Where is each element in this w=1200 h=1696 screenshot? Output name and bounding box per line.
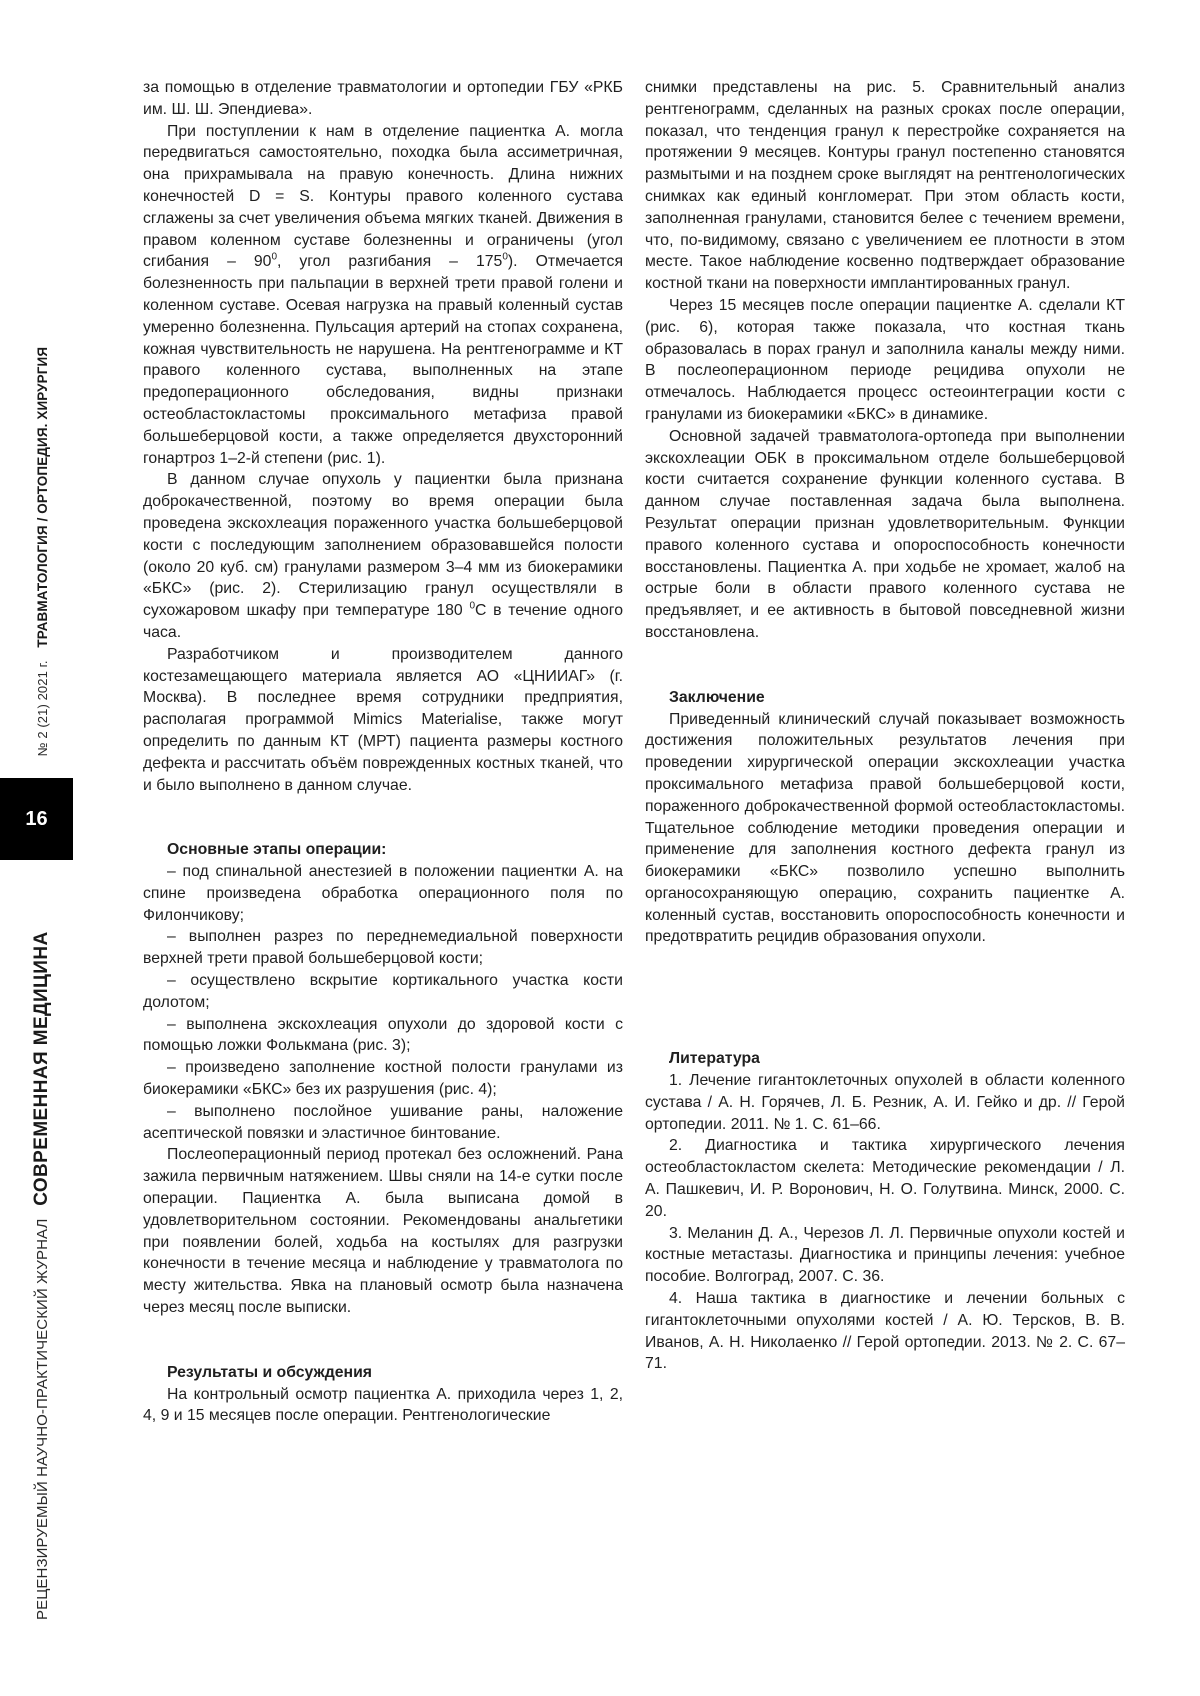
paragraph: На контрольный осмотр пациентка А. приходила через 1, 2, 4, 9 и 15 месяцев после операции. Рентгенологические bbox=[143, 1385, 623, 1425]
paragraph: снимки представлены на рис. 5. Сравнительный анализ рентгенограмм, сделанных на разных сроках после операции, показал, что тенденция гранул к перестройке сохраняется на протяжении 9 месяцев. Контуры гранул постепенно становятся размытыми и на позднем сроке выглядят на рентгенологических снимках как единый конгломерат. При этом область кости, заполненная гранулами, становится белее с течением времени, что, по-видимому, связано с увеличением ее плотности в этом месте. Такое наблюдение косвенно подтверждает образование костной ткани на поверхности имплантированных гранул. bbox=[645, 79, 1125, 293]
paragraph: Через 15 месяцев после операции пациентке А. сделали КТ (рис. 6), которая также показала, что костная ткань образовалась в порах гранул и заполнила каналы между ними. В послеоперационном периоде рецидива опухоли не отмечалось. Наблюдается процесс остеоинтеграции кости с гранулами из биокерамики «БКС» в динамике. bbox=[645, 296, 1125, 423]
reference-item: 3. Меланин Д. А., Черезов Л. Л. Первичные опухоли костей и костные метастазы. Диагностика и принципы лечения: учебное пособие. Волгоград, 2007. С. 36. bbox=[645, 1224, 1125, 1286]
column-right bbox=[645, 77, 1125, 1375]
heading-results: Результаты и обсуждения bbox=[167, 1363, 373, 1381]
reference-item: 4. Наша тактика в диагностике и лечении больных с гигантоклеточными опухолями костей / А. Ю. Терсков, В. В. Иванов, А. Н. Николаенко // Герой ортопедии. 2013. № 2. С. 67–71. bbox=[645, 1290, 1125, 1373]
list-item: – под спинальной анестезией в положении пациентки А. на спине произведена обработка операционного поля по Филончикову; bbox=[143, 863, 623, 924]
paragraph: При поступлении к нам в отделение пациентка А. могла передвигаться самостоятельно, походка была ассиметричная, она прихрамывала на правую конечность. Длина нижних конечностей D = S. Контуры правого коленного сустава сглажены за счет увеличения объема мягких тканей. Движения в правом коленном суставе болезненны и ограничены (угол сгибания – $90^0$, угол разгибания – $175^0$). Отмечается болезненность при пальпации в верхней трети правой голени и коленном суставе. Осевая нагрузка на правый коленный сустав умеренно болезненна. Пульсация артерий на стопах сохранена, кожная чувствительность не нарушена. На рентгенограмме и КТ правого коленного сустава, выполненных на этапе предоперационного обследования, видны признаки остеобластокластомы проксимального метафиза правой большеберцовой кости, а также определяется двухсторонний гонартроз 1–2-й степени (рис. 1). bbox=[143, 122, 623, 467]
paragraph: Разработчиком и производителем данного костезамещающего материала является АО «ЦНИИАГ» (г. Москва). В последнее время сотрудники предприятия, располагая программой Mimics Materialise, также могут определить по данным КТ (МРТ) пациента размеры костного дефекта и рассчитать объём поврежденных костных тканей, что и было выполнено в данном случае. bbox=[143, 645, 623, 794]
paragraph: В данном случае опухоль у пациентки была признана доброкачественной, поэтому во время операции была проведена экскохлеация пораженного участка большеберцовой кости с последующим заполнением образовавшейся полости (около 20 куб. см) гранулами размером 3–4 мм из биокерамики «БКС» (рис. 2). Стерилизацию гранул осуществляли в сухожаровом шкафу при температуре 180 $^0$С в течение одного часа. bbox=[143, 471, 624, 641]
section-title: ТРАВМАТОЛОГИЯ / ОРТОПЕДИЯ. ХИРУРГИЯ bbox=[35, 346, 50, 648]
reference-item: 1. Лечение гигантоклеточных опухолей в области коленного сустава / А. Н. Горячев, Л. Б. Резник, А. И. Гейко и др. // Герой ортопедии. 2011. № 1. С. 61–66. bbox=[645, 1072, 1125, 1133]
list-item: – выполнена экскохлеация опухоли до здоровой кости с помощью ложки Фолькмана (рис. 3); bbox=[143, 1015, 623, 1055]
page-number: 16 bbox=[0, 778, 73, 860]
heading-conclusion: Заключение bbox=[669, 688, 765, 706]
issue-info: № 2 (21) 2021 г. bbox=[35, 660, 50, 757]
paragraph: Приведенный клинический случай показывает возможность достижения положительных результатов лечения при проведении хирургической операции экскохлеации участка проксимального метафиза правой большеберцовой кости, пораженного доброкачественной формой остеобластокластомы. Тщательное соблюдение методики проведения операции и применение для заполнения костного дефекта гранул из биокерамики «БКС» позволило успешно выполнить органосохраняющую операцию, сохранить пациентке А. коленный сустав, восстановить опороспособность конечности и предотвратить рецидив образования опухоли. bbox=[645, 710, 1125, 946]
journal-type: РЕЦЕНЗИРУЕМЫЙ НАУЧНО-ПРАКТИЧЕСКИЙ ЖУРНАЛ bbox=[34, 1218, 51, 1620]
list-item: – выполнен разрез по переднемедиальной поверхности верхней трети правой большеберцовой кости; bbox=[143, 928, 623, 968]
column-left bbox=[143, 77, 623, 1427]
paragraph: Основной задачей травматолога-ортопеда при выполнении экскохлеации ОБК в проксимальном отделе большеберцовой кости считается сохранение функции коленного сустава. В данном случае поставленная задача была выполнена. Результат операции признан удовлетворительным. Функции правого коленного сустава и опороспособность конечности восстановлены. Пациентка А. при ходьбе не хромает, жалоб на острые боли в области правого коленного сустава не предъявляет, и ее активность в бытовой повседневной жизни восстановлена. bbox=[645, 427, 1125, 641]
list-item: – осуществлено вскрытие кортикального участка кости долотом; bbox=[143, 972, 623, 1011]
heading-literature: Литература bbox=[669, 1050, 760, 1068]
list-item: – произведено заполнение костной полости гранулами из биокерамики «БКС» без их разрушения (рис. 4); bbox=[143, 1059, 623, 1099]
heading-stages: Основные этапы операции: bbox=[167, 841, 387, 859]
list-item: – выполнено послойное ушивание раны, наложение асептической повязки и эластичное бинтование. bbox=[143, 1102, 623, 1142]
paragraph: за помощью в отделение травматологии и ортопедии ГБУ «РКБ им. Ш. Ш. Эпендиева». bbox=[143, 79, 623, 118]
paragraph: Послеоперационный период протекал без осложнений. Рана зажила первичным натяжением. Швы сняли на 14-е сутки после операции. Пациентка А. была выписана домой в удовлетворительном состоянии. Рекомендованы анальгетики при появлении болей, ходьба на костылях для разгрузки конечности в течение месяца и наблюдение у травматолога по месту жительства. Явка на плановый осмотр была назначена через месяц после выписки. bbox=[143, 1146, 623, 1317]
journal-title: СОВРЕМЕННАЯ МЕДИЦИНА bbox=[31, 931, 52, 1206]
reference-item: 2. Диагностика и тактика хирургического лечения остеобластокластом скелета: Методические рекомендации / Л. А. Пашкевич, И. Р. Воронович, Н. О. Голутвина. Минск, 2000. С. 20. bbox=[645, 1137, 1125, 1220]
